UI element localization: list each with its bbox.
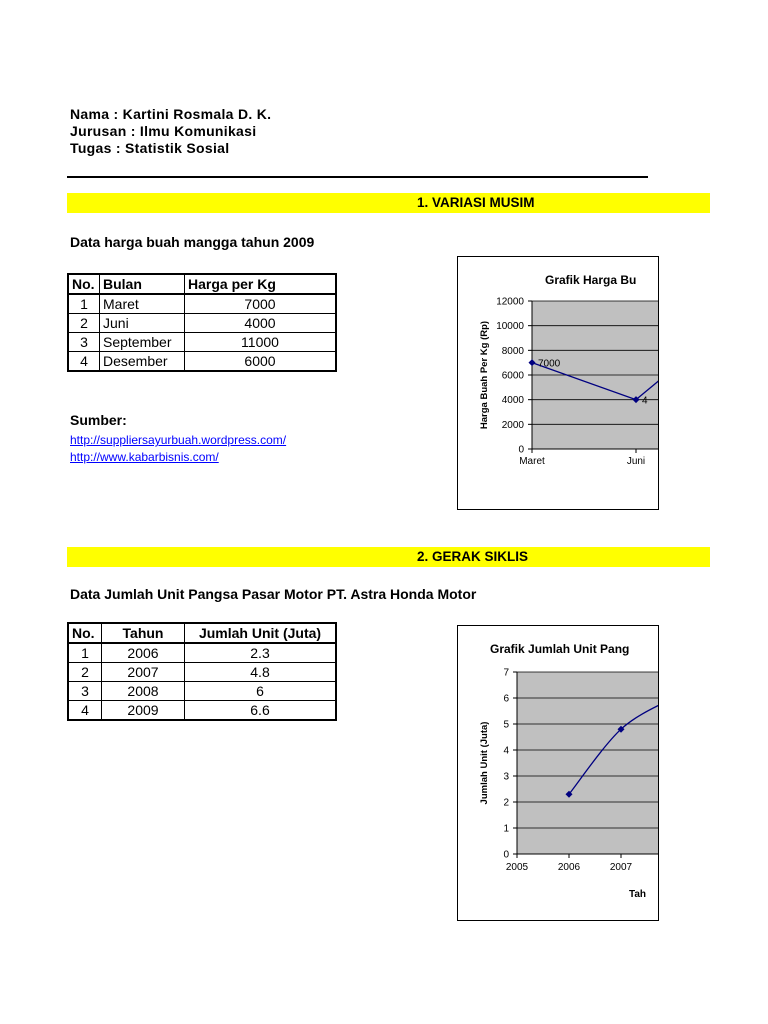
y-tick-label: 10000 <box>496 321 524 333</box>
price-chart <box>457 256 659 510</box>
table-cell: 7000 <box>185 294 337 314</box>
source-link-1[interactable]: http://suppliersayurbuah.wordpress.com/ <box>70 433 287 447</box>
unit-table <box>67 622 337 721</box>
table-row <box>68 701 336 721</box>
table-cell: Maret <box>100 294 185 314</box>
divider-rule <box>67 176 648 178</box>
price-table-header: Bulan <box>100 274 185 294</box>
section2-band <box>67 547 710 567</box>
y-tick-label: 6000 <box>501 370 524 382</box>
table-cell: 11000 <box>185 333 337 352</box>
table-cell: 2007 <box>102 663 185 682</box>
table-cell: 1 <box>68 643 102 663</box>
table-cell: 2.3 <box>185 643 337 663</box>
data-label: 4 <box>642 395 648 407</box>
unit-table-header: Jumlah Unit (Juta) <box>185 623 337 643</box>
y-axis-label: Jumlah Unit (Juta) <box>479 721 490 805</box>
x-axis-label: Tah <box>629 889 647 900</box>
source-label: Sumber: <box>70 412 127 428</box>
price-table-header: Harga per Kg <box>185 274 337 294</box>
y-tick-label: 2000 <box>501 419 524 431</box>
header-jurusan: Jurusan : Ilmu Komunikasi <box>70 123 257 139</box>
table-cell: 4 <box>68 352 100 372</box>
table-row <box>68 333 336 352</box>
y-tick-label: 7 <box>503 667 509 679</box>
table-cell: 4 <box>68 701 102 721</box>
table-row <box>68 314 336 333</box>
table-cell: 6 <box>185 682 337 701</box>
x-tick-label: 2007 <box>609 862 633 873</box>
section1-band-label: 1. VARIASI MUSIM <box>417 195 535 210</box>
price-table-header: No. <box>68 274 100 294</box>
table-row <box>68 294 336 314</box>
table-row <box>68 352 336 372</box>
chart-title: Grafik Jumlah Unit Pang <box>490 642 630 656</box>
y-tick-label: 3 <box>503 771 509 783</box>
chart-title: Grafik Harga Bu <box>545 273 637 287</box>
source-link-2[interactable]: http://www.kabarbisnis.com/ <box>70 450 219 464</box>
y-tick-label: 8000 <box>501 345 524 357</box>
y-tick-label: 4000 <box>501 395 524 407</box>
x-tick-label: 2005 <box>505 862 529 873</box>
table-cell: 4.8 <box>185 663 337 682</box>
unit-table-header: Tahun <box>102 623 185 643</box>
table-cell: 6.6 <box>185 701 337 721</box>
table-cell: 2008 <box>102 682 185 701</box>
y-axis-label: Harga Buah Per Kg (Rp) <box>479 320 490 430</box>
data-label: 7000 <box>538 358 561 370</box>
table-cell: 2006 <box>102 643 185 663</box>
y-tick-label: 0 <box>518 444 524 456</box>
table-cell: 3 <box>68 333 100 352</box>
table-cell: 2 <box>68 663 102 682</box>
x-tick-label: Juni <box>626 456 646 467</box>
table-row <box>68 643 336 663</box>
header-tugas: Tugas : Statistik Sosial <box>70 140 230 156</box>
x-tick-label: Maret <box>519 456 545 467</box>
table-row <box>68 663 336 682</box>
table-cell: 3 <box>68 682 102 701</box>
header-nama: Nama : Kartini Rosmala D. K. <box>70 106 272 122</box>
unit-chart-svg <box>458 626 658 920</box>
unit-chart <box>457 625 659 921</box>
price-chart-svg <box>458 257 658 509</box>
section2-title: Data Jumlah Unit Pangsa Pasar Motor PT. Astra Honda Motor <box>70 586 477 602</box>
table-cell: 2009 <box>102 701 185 721</box>
y-tick-label: 4 <box>503 745 509 757</box>
y-tick-label: 12000 <box>496 296 524 308</box>
table-cell: Desember <box>100 352 185 372</box>
y-tick-label: 6 <box>503 693 509 705</box>
unit-table-header: No. <box>68 623 102 643</box>
y-tick-label: 1 <box>503 823 509 835</box>
table-cell: September <box>100 333 185 352</box>
table-row <box>68 682 336 701</box>
table-cell: 1 <box>68 294 100 314</box>
y-tick-label: 2 <box>503 797 509 809</box>
x-tick-label: 2006 <box>557 862 581 873</box>
section2-band-label: 2. GERAK SIKLIS <box>417 549 529 564</box>
price-table <box>67 273 337 372</box>
table-cell: Juni <box>100 314 185 333</box>
section1-band <box>67 193 710 213</box>
plot-area <box>517 672 658 854</box>
table-cell: 4000 <box>185 314 337 333</box>
table-cell: 6000 <box>185 352 337 372</box>
y-tick-label: 0 <box>503 849 509 861</box>
section1-title: Data harga buah mangga tahun 2009 <box>70 234 315 250</box>
table-cell: 2 <box>68 314 100 333</box>
y-tick-label: 5 <box>503 719 509 731</box>
